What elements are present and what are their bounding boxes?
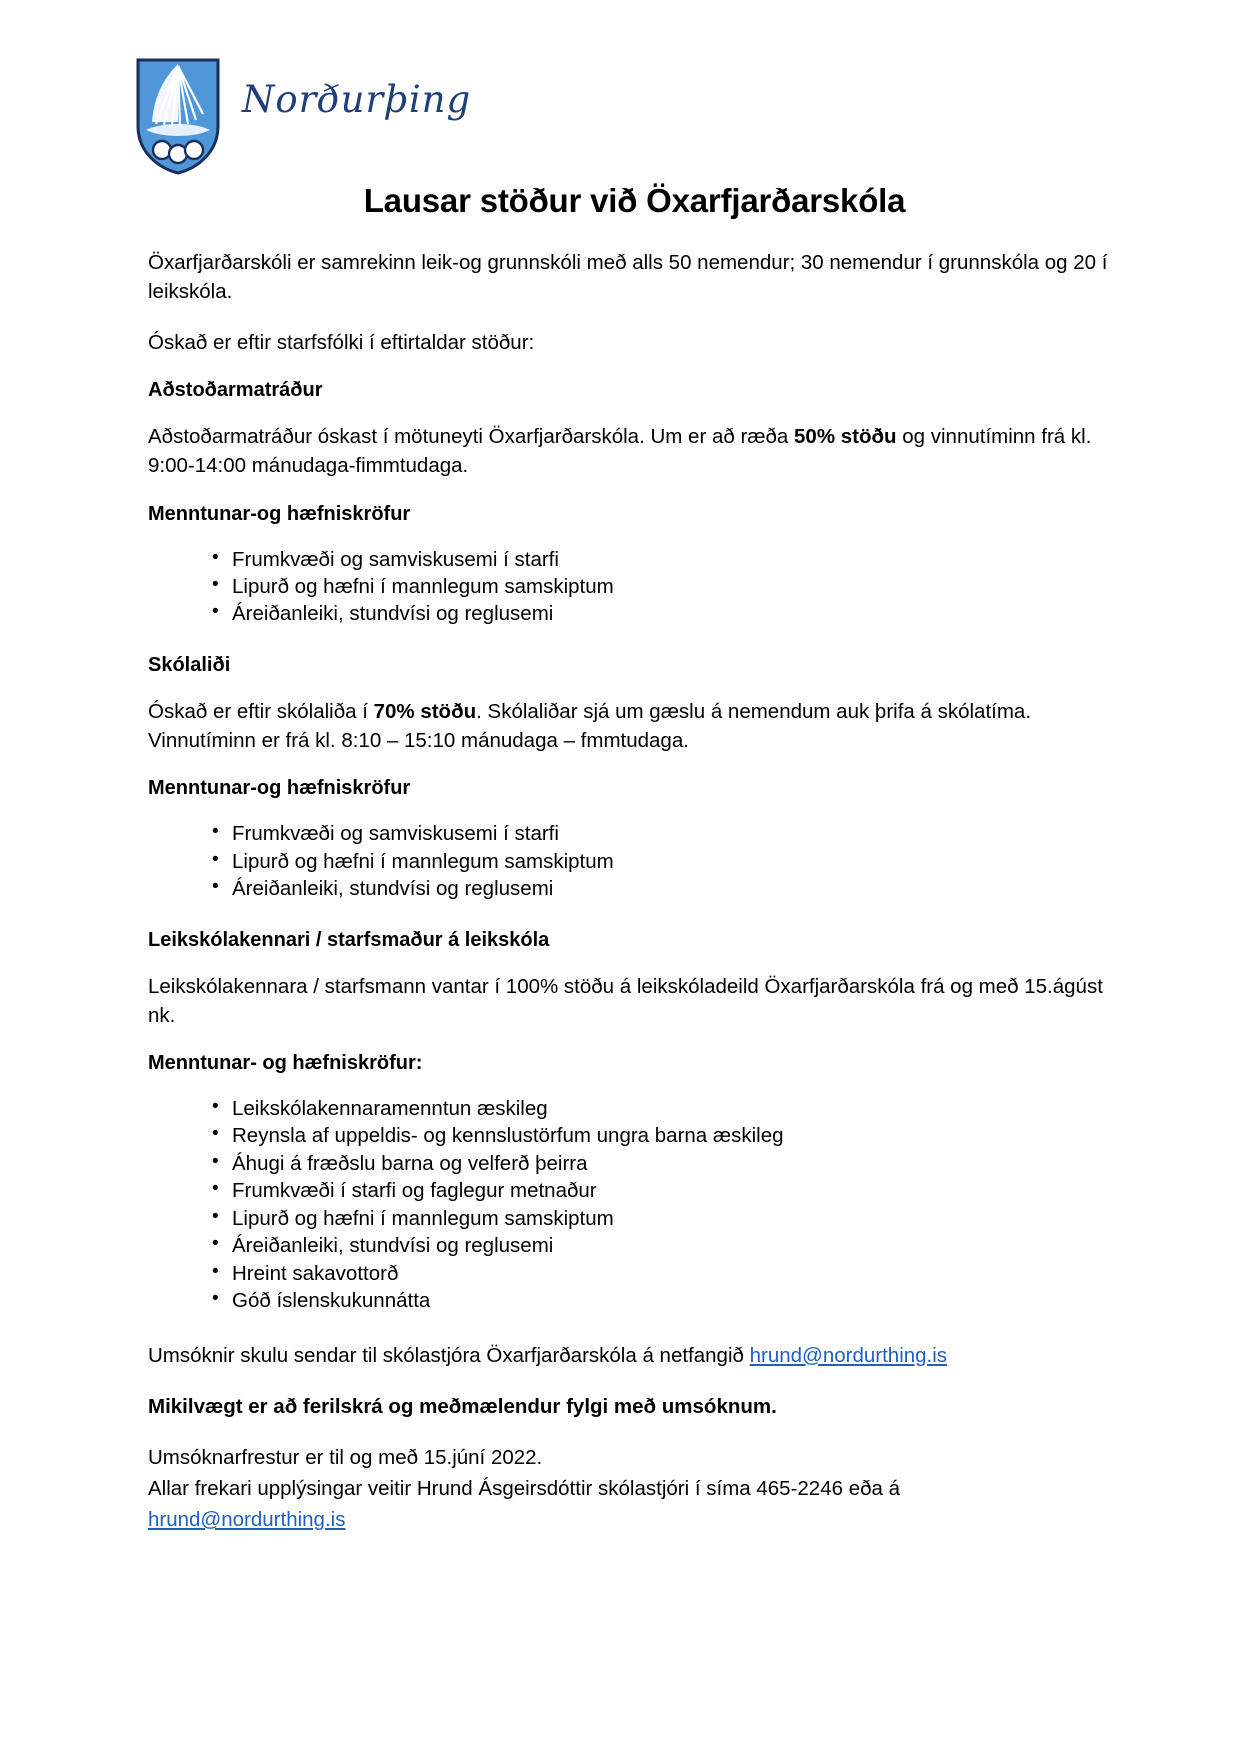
list-item: • Hreint sakavottorð (212, 1260, 1121, 1287)
list-item: • Áhugi á fræðslu barna og velferð þeirra (212, 1150, 1121, 1177)
section-body-assistant-cook (148, 422, 1121, 480)
section-body-pre: Leikskólakennara / starfsmann vantar í 100% stöðu á leikskóladeild Öxarfjarðarskóla frá og með 15.ágúst nk. (148, 974, 1103, 1027)
requirements-heading-school-aide: Menntunar-og hæfniskröfur (148, 777, 411, 800)
deadline-block (148, 1443, 1121, 1534)
list-item: • Frumkvæði í starfi og faglegur metnaður (212, 1177, 1121, 1204)
list-item: • Frumkvæði og samviskusemi í starfi (212, 546, 1121, 573)
application-note (148, 1392, 1121, 1421)
list-item: • Áreiðanleiki, stundvísi og reglusemi (212, 875, 1121, 902)
section-heading-school-aide: Skólaliði (148, 653, 231, 676)
list-item: • Lipurð og hæfni í mannlegum samskiptum (212, 1205, 1121, 1232)
logo-wordmark: Norðurþing (242, 78, 472, 121)
logo-block (148, 48, 1121, 176)
requirements-heading-assistant-cook: Menntunar-og hæfniskröfur (148, 502, 411, 525)
list-item: • Lipurð og hæfni í mannlegum samskiptum (212, 848, 1121, 875)
section-body-post: . Skólaliðar sjá um gæslu á nemendum auk þrifa á skólatíma. Vinnutíminn er frá kl. 8:10 – 15:10 mánudaga – fmmtudaga. (148, 699, 1032, 753)
application-contact-email-line (148, 1505, 1121, 1534)
section-body-bold: 70% stöðu (373, 699, 477, 723)
email-link-contact[interactable]: hrund@nordurthing.is (148, 1507, 346, 1531)
list-item: • Leikskólakennaramenntun æskileg (212, 1095, 1121, 1122)
application-instructions (148, 1341, 1121, 1370)
list-item: • Áreiðanleiki, stundvísi og reglusemi (212, 600, 1121, 627)
nordurthing-crest-logo-icon (132, 52, 224, 176)
list-item: • Frumkvæði og samviskusemi í starfi (212, 820, 1121, 847)
intro-paragraph: Öxarfjarðarskóli er samrekinn leik-og grunnskóli með alls 50 nemendur; 30 nemendur í grunnskóla og 20 í leikskóla. (148, 251, 1108, 304)
application-note-bold: Mikilvægt er að ferilskrá og meðmælendur fylgi með umsóknum. (148, 1394, 777, 1418)
list-item: • Áreiðanleiki, stundvísi og reglusemi (212, 1232, 1121, 1259)
section-body-school-aide (148, 697, 1121, 755)
application-instructions-text: Umsóknir skulu sendar til skólastjóra Öxarfjarðarskóla á netfangið (148, 1343, 750, 1367)
list-item: • Reynsla af uppeldis- og kennslustörfum ungra barna æskileg (212, 1122, 1121, 1149)
requirements-list-preschool-teacher (148, 1095, 1121, 1315)
application-deadline: Umsóknarfrestur er til og með 15.júní 2022. (148, 1445, 543, 1469)
section-body-post: og vinnutíminn frá kl. 9:00-14:00 mánudaga-fimmtudaga. (148, 425, 1092, 478)
requirements-list-assistant-cook (148, 546, 1121, 628)
section-body-bold: 50% stöðu (794, 425, 897, 449)
requirements-list-school-aide (148, 820, 1121, 902)
section-heading-preschool-teacher: Leikskólakennari / starfsmaður á leikskóla (148, 928, 550, 951)
section-body-preschool-teacher (148, 972, 1121, 1030)
section-body-pre: Aðstoðarmatráður óskast í mötuneyti Öxarfjarðarskóla. Um er að ræða (148, 425, 795, 449)
list-item: • Lipurð og hæfni í mannlegum samskiptum (212, 573, 1121, 600)
section-body-pre: Óskað er eftir skólaliða í (148, 699, 374, 723)
application-contact: Allar frekari upplýsingar veitir Hrund Ásgeirsdóttir skólastjóri í síma 465-2246 eða á (148, 1476, 901, 1500)
section-heading-assistant-cook: Aðstoðarmatráður (148, 379, 323, 402)
email-link-application[interactable]: hrund@nordurthing.is (749, 1343, 948, 1367)
call-paragraph: Óskað er eftir starfsfólki í eftirtaldar stöður: (148, 331, 535, 355)
page-title: Lausar stöður við Öxarfjarðarskóla (363, 182, 906, 219)
requirements-heading-preschool-teacher: Menntunar- og hæfniskröfur: (148, 1051, 423, 1074)
list-item: • Góð íslenskukunnátta (212, 1287, 1121, 1314)
